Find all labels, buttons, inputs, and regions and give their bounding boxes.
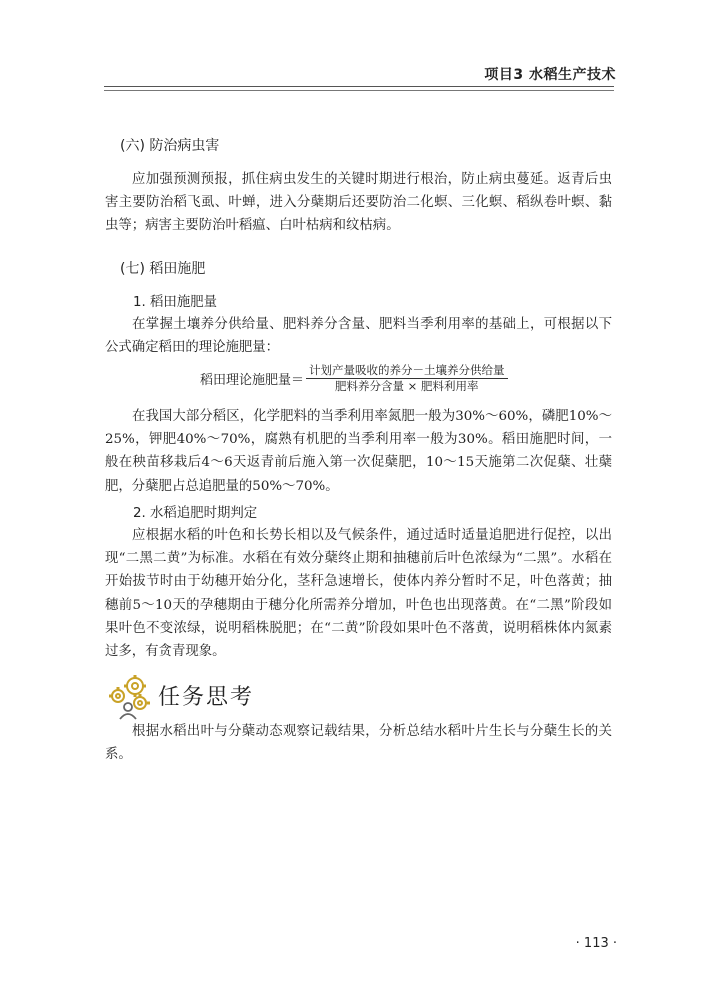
subheading-topdressing-timing: 2. 水稻追肥时期判定 (133, 506, 258, 521)
task-reflection-title: 任务思考 (158, 685, 255, 710)
formula-numerator: 计划产量吸收的养分－土壤养分供给量 (309, 363, 505, 377)
paragraph-fertilizer-basis: 在掌握土壤养分供给量、肥料养分含量、肥料当季利用率的基础上，可根据以下公式确定稻田的理论施肥量： (105, 317, 612, 356)
paragraph-pest-control: 应加强预测预报，抓住病虫发生的关键时期进行根治，防止病虫蔓延。返青后虫害主要防治稻飞虱、叶蝉，进入分蘖期后还要防治二化螟、三化螟、稻纵卷叶螟、黏虫等；病害主要防治叶稻瘟、白叶枯病和纹枯病。 (105, 172, 612, 234)
section-heading-fertilization: (七) 稻田施肥 (120, 261, 206, 277)
header-rule-thin (104, 90, 614, 91)
fertilizer-formula (200, 363, 508, 394)
formula-fraction (306, 363, 508, 394)
subheading-fertilizer-amount: 1. 稻田施肥量 (133, 295, 217, 310)
paragraph-two-black-two-yellow: 应根据水稻的叶色和长势长相以及气候条件，通过适时适量追肥进行促控，以出现“二黑二黄”为标准。水稻在有效分蘖终止期和抽穗前后叶色浓绿为“二黑”。水稻在开始拔节时由于幼穗开始分化，茎秆急速增长，使体内养分暂时不足，叶色落黄；抽穗前5～10天的孕穗期由于穗分化所需养分增加，叶色也出现落黄。在“二黑”阶段如果叶色不变浓绿，说明稻株脱肥；在“二黄”阶段如果叶色不落黄，说明稻株体内氮素过多，有贪青现象。 (105, 528, 612, 660)
formula-denominator: 肥料养分含量 × 肥料利用率 (335, 379, 479, 393)
formula-lhs: 稻田理论施肥量＝ (200, 373, 305, 388)
page-number: · 113 · (575, 936, 617, 951)
gears-person-icon (104, 672, 152, 720)
paragraph-task-reflection: 根据水稻出叶与分蘖动态观察记载结果，分析总结水稻叶片生长与分蘖生长的关系。 (105, 724, 612, 763)
header-rule-thick (104, 86, 614, 87)
paragraph-utilization-rates: 在我国大部分稻区，化学肥料的当季利用率氮肥一般为30%～60%，磷肥10%～25%，钾肥40%～70%，腐熟有机肥的当季利用率一般为30%。稻田施肥时间，一般在秧苗移栽后4～6天返青前后施入第一次促蘖肥，10～15天施第二次促蘖、壮蘖肥，分蘖肥占总追肥量的50%～70%。 (105, 409, 612, 494)
section-heading-pest-control: (六) 防治病虫害 (120, 138, 220, 154)
running-header: 项目3 水稻生产技术 (484, 67, 616, 83)
